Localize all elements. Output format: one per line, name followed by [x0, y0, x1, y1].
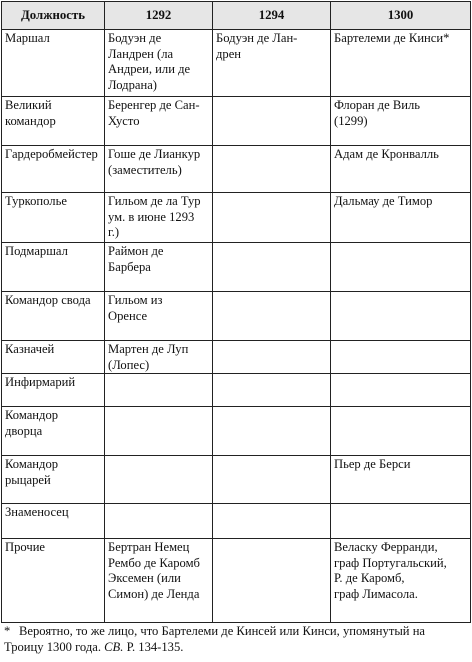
cell-1300: Дальмау де Тимор [331, 193, 471, 243]
position-cell: Гардеробмейстер [2, 146, 105, 193]
footnote [4, 623, 466, 655]
table-row [2, 504, 471, 539]
cell-1292 [105, 504, 213, 539]
cell-1294 [213, 374, 331, 407]
cell-1292: Гильом де ла Тур ум. в июне 1293 г.) [105, 193, 213, 243]
cell-1294 [213, 146, 331, 193]
cell-1294 [213, 341, 331, 374]
cell-1292: Беренгер де Сан- Хусто [105, 97, 213, 146]
table-row [2, 539, 471, 623]
table-row [2, 456, 471, 504]
position-cell: Командор дворца [2, 407, 105, 456]
footnote-pages: Р. 134-135. [126, 640, 184, 654]
cell-1292 [105, 407, 213, 456]
cell-1292 [105, 456, 213, 504]
officers-table [1, 1, 471, 623]
header-1300: 1300 [331, 2, 471, 30]
cell-1292: Бодуэн де Ландрен (ла Андреи, или де Лодрана) [105, 30, 213, 97]
cell-1294 [213, 539, 331, 623]
cell-1294 [213, 504, 331, 539]
table-row [2, 292, 471, 341]
cell-1300 [331, 243, 471, 292]
cell-1294 [213, 292, 331, 341]
table-row [2, 146, 471, 193]
position-cell: Знаменосец [2, 504, 105, 539]
position-cell: Командор свода [2, 292, 105, 341]
cell-1294 [213, 97, 331, 146]
table-row [2, 30, 471, 97]
position-cell: Командор рыцарей [2, 456, 105, 504]
table-row [2, 193, 471, 243]
position-cell: Туркополье [2, 193, 105, 243]
footnote-text: Вероятно, то же лицо, что Бартелеми де Кинсей или Кинси, упомянутый на Троицу 1300 года. [4, 624, 426, 654]
position-cell: Инфирмарий [2, 374, 105, 407]
position-cell: Маршал [2, 30, 105, 97]
cell-1292 [105, 374, 213, 407]
table-row [2, 374, 471, 407]
header-1292: 1292 [105, 2, 213, 30]
cell-1294 [213, 193, 331, 243]
header-row [2, 2, 471, 30]
cell-1294 [213, 407, 331, 456]
footnote-marker: * [4, 624, 11, 638]
cell-1300 [331, 407, 471, 456]
cell-1300 [331, 292, 471, 341]
header-1294: 1294 [213, 2, 331, 30]
cell-1292: Бертран Немец Рембо де Каромб Эксемен (или Симон) де Ленда [105, 539, 213, 623]
cell-1292: Раймон де Барбера [105, 243, 213, 292]
position-cell: Прочие [2, 539, 105, 623]
header-position: Должность [2, 2, 105, 30]
cell-1300: Веласку Ферранди, граф Португальский, Р. де Каромб, граф Лимасола. [331, 539, 471, 623]
cell-1294 [213, 456, 331, 504]
table-row [2, 97, 471, 146]
position-cell: Великий командор [2, 97, 105, 146]
cell-1292: Гоше де Лианкур (заместитель) [105, 146, 213, 193]
position-cell: Казначей [2, 341, 105, 374]
cell-1300: Бартелеми де Кинси* [331, 30, 471, 97]
table-row [2, 243, 471, 292]
cell-1292: Гильом из Оренсе [105, 292, 213, 341]
cell-1300 [331, 374, 471, 407]
table-row [2, 407, 471, 456]
footnote-source: СВ. [104, 640, 124, 654]
cell-1300: Флоран де Виль (1299) [331, 97, 471, 146]
cell-1294 [213, 243, 331, 292]
table-row [2, 341, 471, 374]
cell-1300: Адам де Кронвалль [331, 146, 471, 193]
cell-1292: Мартен де Луп (Лопес) [105, 341, 213, 374]
cell-1294: Бодуэн де Лан- дрен [213, 30, 331, 97]
cell-1300 [331, 504, 471, 539]
position-cell: Подмаршал [2, 243, 105, 292]
cell-1300 [331, 341, 471, 374]
cell-1300: Пьер де Берси [331, 456, 471, 504]
